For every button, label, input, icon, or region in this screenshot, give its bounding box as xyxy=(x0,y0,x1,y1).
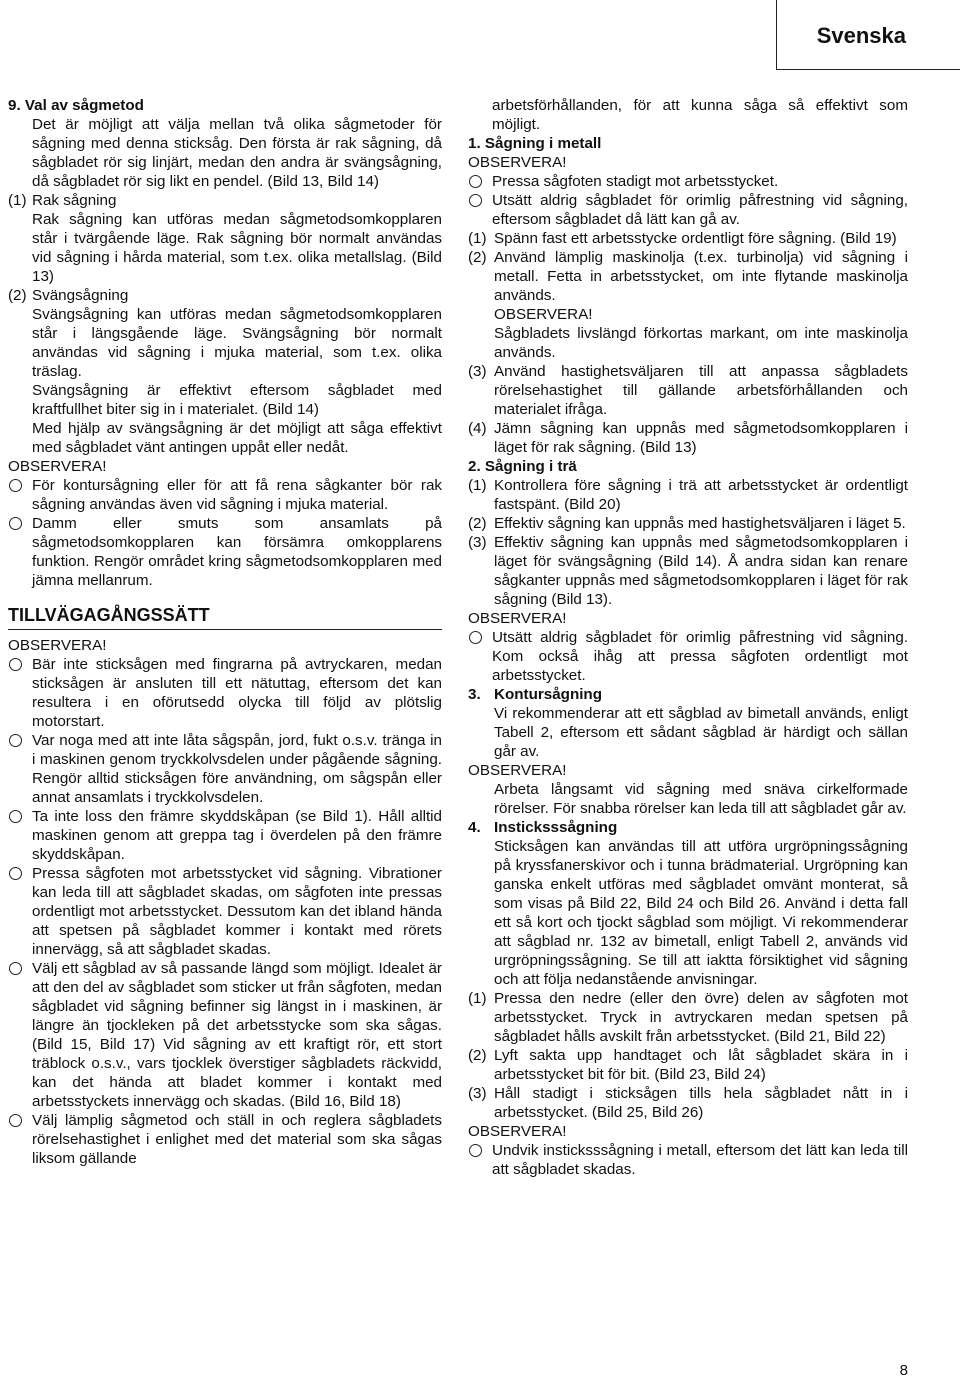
bullet-item: Damm eller smuts som ansamlats på sågmetodsomkopplaren kan försämra omkopplarens funktion. Rengör området kring sågmetodsomkopplaren med jämna mellanrum. xyxy=(8,514,442,590)
bullet-item: För kontursågning eller för att få rena sågkanter bör rak sågning användas även vid sågning i mjuka material. xyxy=(8,476,442,514)
paragraph: Det är möjligt att välja mellan två olika sågmetoder för sågning med denna sticksåg. Den första är rak sågning, då sågbladet rör sig linjärt, medan den andra är svängsågning, då sågbladet rör sig likt en pendel. (Bild 13, Bild 14) xyxy=(32,116,442,190)
note-label: OBSERVERA! xyxy=(8,458,107,475)
note-label: OBSERVERA! xyxy=(468,762,567,779)
section-heading: 9. Val av sågmetod xyxy=(8,97,144,114)
item-number: (1) xyxy=(468,990,487,1007)
bullet-item: Pressa sågfoten stadigt mot arbetsstycket. xyxy=(468,172,908,191)
section-title: TILLVÄGAGÅNGSSÄTT xyxy=(8,606,442,630)
note-label: OBSERVERA! xyxy=(468,154,567,171)
page-number: 8 xyxy=(899,1362,908,1379)
item-number: (2) xyxy=(468,1047,487,1064)
list-item: (1) Spänn fast ett arbetsstycke ordentligt före sågning. (Bild 19) xyxy=(468,230,897,247)
paragraph: arbetsförhållanden, för att kunna såga så effektivt som möjligt. xyxy=(492,97,908,133)
bullet-item: Välj lämplig sågmetod och ställ in och reglera sågbladets rörelsehastighet i enlighet med det material som ska sågas liksom gällande xyxy=(8,1111,442,1168)
note-label: OBSERVERA! xyxy=(468,610,567,627)
language-label: Svenska xyxy=(816,23,906,48)
bullet-item: Pressa sågfoten mot arbetsstycket vid sågning. Vibrationer kan leda till att sågbladet skadas, om sågfoten inte pressas ordentligt mot arbetsstycket. Dessutom kan det ibland hända att spetsen på sågbladet kommer i kontakt med rörets innervägg, så att sågbladet skadas. xyxy=(8,864,442,959)
subsection-heading: 2. Sågning i trä xyxy=(468,458,577,475)
paragraph: Med hjälp av svängsågning är det möjligt att såga effektivt med sågbladet vänt antingen uppåt eller nedåt. xyxy=(32,420,442,456)
paragraph: Svängsågning kan utföras medan sågmetodsomkopplaren står i längsgående läge. Svängsågning bör normalt användas vid sågning i mjuka material, som t.ex. olika träslag. xyxy=(32,306,442,380)
item-title: Svängsågning xyxy=(32,287,129,304)
list-item: (2) Använd lämplig maskinolja (t.ex. turbinolja) vid sågning i metall. Fetta in arbetsstycket, om inte flytande maskinolja används. xyxy=(468,249,908,304)
item-number: (2) xyxy=(468,249,487,266)
bullet-item: Välj ett sågblad av så passande längd som möjligt. Idealet är att den del av sågbladet som sticker ut från sågfoten, medan sågbladet vid sågning befinner sig längst in i maskinen, är längre än tjockleken på det arbetsstycke som ska sågas. (Bild 15, Bild 17) Vid sågning av ett kraftigt rör, ett stort träblock o.s.v., vars tjocklek överstiger sågbladets räckvidd, kan det hända att bladet kommer i kontakt med arbetsstyckets innervägg och skadas. (Bild 16, Bild 18) xyxy=(8,959,442,1111)
circle-bullet-icon xyxy=(8,1111,32,1168)
paragraph: Vi rekommenderar att ett sågblad av bimetall används, enligt Tabell 2, eftersom ett sådant sågblad är härdigt och sällan går av. xyxy=(494,705,908,760)
bullet-item: Utsätt aldrig sågbladet för orimlig påfrestning vid sågning, eftersom sågbladet då lätt kan gå av. xyxy=(468,191,908,229)
left-column xyxy=(8,96,442,1168)
bullet-item: Undvik insticksssågning i metall, eftersom det lätt kan leda till att sågbladet skadas. xyxy=(468,1141,908,1179)
item-number: (4) xyxy=(468,420,487,437)
note-label: OBSERVERA! xyxy=(494,306,593,323)
item-number: 3. xyxy=(468,686,481,703)
circle-bullet-icon xyxy=(468,172,492,191)
right-column xyxy=(468,96,908,1179)
paragraph: Rak sågning kan utföras medan sågmetodsomkopplaren står i tvärgående läge. Rak sågning bör normalt användas vid sågning i hårda material, som t.ex. olika metallslag. (Bild 13) xyxy=(32,211,442,285)
item-number: 4. xyxy=(468,819,481,836)
circle-bullet-icon xyxy=(8,864,32,959)
circle-bullet-icon xyxy=(8,476,32,514)
list-item xyxy=(8,286,442,305)
list-item: (2) Lyft sakta upp handtaget och låt sågbladet skära in i arbetsstycket bit för bit. (Bild 23, Bild 24) xyxy=(468,1047,908,1083)
list-item: (1) Kontrollera före sågning i trä att arbetsstycket är ordentligt fastspänt. (Bild 20) xyxy=(468,477,908,513)
item-number: (3) xyxy=(468,1085,487,1102)
list-item: (2) Effektiv sågning kan uppnås med hastighetsväljaren i läget 5. xyxy=(468,515,906,532)
item-number: (2) xyxy=(8,287,27,304)
list-item: (1) Pressa den nedre (eller den övre) delen av sågfoten mot arbetsstycket. Tryck in avtryckaren medan spetsen på sågbladet hålls avskilt från arbetsstycket. (Bild 21, Bild 22) xyxy=(468,990,908,1045)
item-number: (1) xyxy=(8,192,27,209)
subsection-heading: 3. Kontursågning xyxy=(468,686,602,703)
circle-bullet-icon xyxy=(468,1141,492,1179)
bullet-item: Bär inte sticksågen med fingrarna på avtryckaren, medan sticksågen är ansluten till ett nätuttag, eftersom det kan resultera i en oförutsedd olycka till följd av plötslig motorstart. xyxy=(8,655,442,731)
list-item: (3) Använd hastighetsväljaren till att anpassa sågbladets rörelsehastighet till gällande arbetsförhållanden och materialet ifråga. xyxy=(468,363,908,418)
list-item: (3) Håll stadigt i sticksågen tills hela sågbladet nått in i arbetsstycket. (Bild 25, Bild 26) xyxy=(468,1085,908,1121)
bullet-item: Utsätt aldrig sågbladet för orimlig påfrestning vid sågning. Kom också ihåg att pressa sågfoten ordentligt mot arbetsstycket. xyxy=(468,628,908,685)
note-label: OBSERVERA! xyxy=(8,637,107,654)
subsection-heading: 1. Sågning i metall xyxy=(468,135,602,152)
item-number: (3) xyxy=(468,534,487,551)
list-item: (3) Effektiv sågning kan uppnås med sågmetodsomkopplaren i läget för svängsågning (Bild 14). Å andra sidan kan renare sågkanter uppnås med sågmetodsomkopplaren i läget för rak sågning (Bild 13). xyxy=(468,534,908,608)
paragraph: Svängsågning är effektivt eftersom sågbladet med kraftfullhet biter sig in i materialet. (Bild 14) xyxy=(32,382,442,418)
paragraph: Arbeta långsamt vid sågning med snäva cirkelformade rörelser. För snabba rörelser kan leda till att sågbladet går av. xyxy=(494,781,908,817)
item-number: (1) xyxy=(468,230,487,247)
circle-bullet-icon xyxy=(468,191,492,229)
circle-bullet-icon xyxy=(8,807,32,864)
circle-bullet-icon xyxy=(8,731,32,807)
circle-bullet-icon xyxy=(8,655,32,731)
item-number: (2) xyxy=(468,515,487,532)
item-number: (1) xyxy=(468,477,487,494)
subsection-heading: 4. Insticksssågning xyxy=(468,819,618,836)
circle-bullet-icon xyxy=(8,514,32,590)
language-tab xyxy=(776,0,960,70)
paragraph: Sticksågen kan användas till att utföra urgröpningssågning på kryssfanerskivor och i tunna brädmaterial. Urgröpning kan ganska enkelt utföras med sågbladet omvänt monterat, så som visas på Bild 22, Bild 24 och Bild 26. Använd i detta fall ett så kort och tjockt sågblad som möjligt. Vi rekommenderar att sågblad nr. 132 av bimetall, enligt Tabell 2, används vid urgröpningssågning. Se till att iaktta försiktighet vid sågning och att följa nedanstående anvisningar. xyxy=(494,838,908,988)
list-item xyxy=(8,191,442,210)
bullet-item: Var noga med att inte låta sågspån, jord, fukt o.s.v. tränga in i maskinen genom tryckkolvsdelen under pågående sågning. Rengör alltid sticksågen före användning, om sågspån eller annat ansamlats i tryckkolvsdelen. xyxy=(8,731,442,807)
list-item: (4) Jämn sågning kan uppnås med sågmetodsomkopplaren i läget för rak sågning. (Bild 13) xyxy=(468,420,908,456)
bullet-item: Ta inte loss den främre skyddskåpan (se Bild 1). Håll alltid maskinen genom att greppa tag i överdelen på den främre skyddskåpan. xyxy=(8,807,442,864)
circle-bullet-icon xyxy=(8,959,32,1111)
item-title: Rak sågning xyxy=(32,192,117,209)
note-label: OBSERVERA! xyxy=(468,1123,567,1140)
paragraph: Sågbladets livslängd förkortas markant, om inte maskinolja används. xyxy=(494,325,908,361)
item-number: (3) xyxy=(468,363,487,380)
circle-bullet-icon xyxy=(468,628,492,685)
